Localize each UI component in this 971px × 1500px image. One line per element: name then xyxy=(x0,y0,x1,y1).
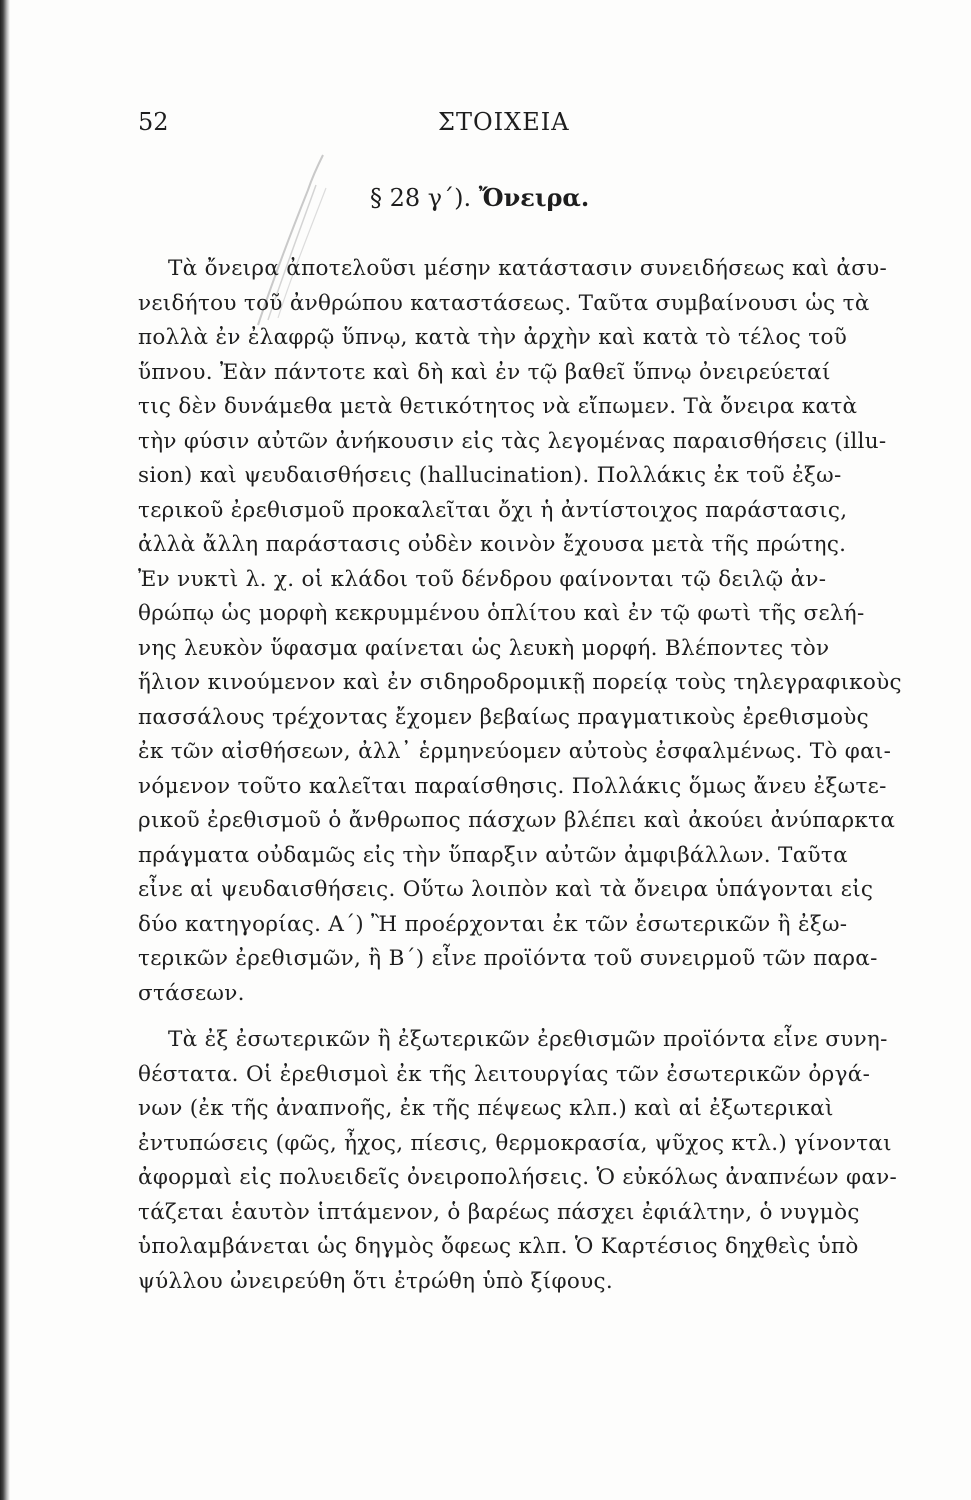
text-line: νων (ἐκ τῆς ἀναπνοῆς, ἐκ τῆς πέψεως κλπ.) καὶ αἱ ἐξωτερικαὶ xyxy=(138,1096,834,1121)
text-line: ἀλλὰ ἄλλη παράστασις οὐδὲν κοινὸν ἔχουσα μετὰ τῆς πρώτης. xyxy=(138,532,847,557)
paragraph xyxy=(138,252,906,1011)
text-line: ὕπνου. Ἐὰν πάντοτε καὶ δὴ καὶ ἐν τῷ βαθεῖ ὕπνῳ ὀνειρεύεταί xyxy=(138,359,831,385)
text-line: τάζεται ἑαυτὸν ἱπτάμενον, ὁ βαρέως πάσχει ἐφιάλτην, ὁ νυγμὸς xyxy=(138,1199,860,1225)
page-number: 52 xyxy=(138,108,169,136)
text-line: ἐντυπώσεις (φῶς, ἦχος, πίεσις, θερμοκρασία, ψῦχος κτλ.) γίνονται xyxy=(138,1130,892,1156)
paragraph xyxy=(138,1023,906,1299)
text-line: τερικοῦ ἐρεθισμοῦ προκαλεῖται ὄχι ἡ ἀντίστοιχος παράστασις, xyxy=(138,497,848,523)
page-header xyxy=(138,108,838,144)
page-edge-shadow xyxy=(0,0,10,1500)
text-line: τὴν φύσιν αὐτῶν ἀνήκουσιν εἰς τὰς λεγομένας παραισθήσεις (illu- xyxy=(138,428,887,454)
running-title: ΣΤΟΙΧΕΙΑ xyxy=(438,108,570,136)
text-line: στάσεων. xyxy=(138,980,245,1006)
text-line: τερικῶν ἐρεθισμῶν, ἢ Β΄) εἶνε προϊόντα τοῦ συνειρμοῦ τῶν παρα- xyxy=(138,946,878,971)
text-line: εἶνε αἱ ψευδαισθήσεις. Οὕτω λοιπὸν καὶ τὰ ὄνειρα ὑπάγονται εἰς xyxy=(138,877,874,902)
text-line: ὑπολαμβάνεται ὡς δηγμὸς ὄφεως κλπ. Ὁ Καρτέσιος δηχθεὶς ὑπὸ xyxy=(138,1234,859,1259)
text-line: δύο κατηγορίας. Α΄) Ἢ προέρχονται ἐκ τῶν ἐσωτερικῶν ἢ ἐξω- xyxy=(138,911,848,937)
text-line: πράγματα οὐδαμῶς εἰς τὴν ὕπαρξιν αὐτῶν ἀμφιβάλλων. Ταῦτα xyxy=(138,842,848,868)
text-line: νόμενον τοῦτο καλεῖται παραίσθησις. Πολλάκις ὅμως ἄνευ ἐξωτε- xyxy=(138,773,887,799)
body-text xyxy=(138,252,906,1299)
text-line: πολλὰ ἐν ἐλαφρῷ ὕπνῳ, κατὰ τὴν ἀρχὴν καὶ κατὰ τὸ τέλος τοῦ xyxy=(138,325,848,350)
text-line: νης λευκὸν ὕφασμα φαίνεται ὡς λευκὴ μορφή. Βλέποντες τὸν xyxy=(138,635,830,661)
text-line: ἀφορμαὶ εἰς πολυειδεῖς ὀνειροπολήσεις. Ὁ εὐκόλως ἀναπνέων φαν- xyxy=(138,1165,898,1190)
section-title: Ὄνειρα. xyxy=(478,183,590,212)
text-line: ἥλιον κινούμενον καὶ ἐν σιδηροδρομικῇ πορείᾳ τοὺς τηλεγραφικοὺς xyxy=(138,670,902,695)
section-heading xyxy=(370,183,589,212)
text-line: Τὰ ὄνειρα ἀποτελοῦσι μέσην κατάστασιν συνειδήσεως καὶ ἀσυ- xyxy=(168,256,888,281)
section-number: § 28 γ΄). xyxy=(370,184,472,212)
text-line: Ἐν νυκτὶ λ. χ. οἱ κλάδοι τοῦ δένδρου φαίνονται τῷ δειλῷ ἀν- xyxy=(138,566,827,592)
text-line: sion) καὶ ψευδαισθήσεις (hallucination). Πολλάκις ἐκ τοῦ ἐξω- xyxy=(138,463,842,488)
text-line: ρικοῦ ἐρεθισμοῦ ὁ ἄνθρωπος πάσχων βλέπει καὶ ἀκούει ἀνύπαρκτα xyxy=(138,808,896,833)
text-line: Τὰ ἐξ ἐσωτερικῶν ἢ ἐξωτερικῶν ἐρεθισμῶν προϊόντα εἶνε συνη- xyxy=(168,1027,888,1052)
text-line: τις δὲν δυνάμεθα μετὰ θετικότητος νὰ εἴπωμεν. Τὰ ὄνειρα κατὰ xyxy=(138,394,858,419)
text-line: νειδήτου τοῦ ἀνθρώπου καταστάσεως. Ταῦτα συμβαίνουσι ὡς τὰ xyxy=(138,290,870,316)
text-line: πασσάλους τρέχοντας ἔχομεν βεβαίως πραγματικοὺς ἐρεθισμοὺς xyxy=(138,704,869,730)
text-line: θρώπῳ ὡς μορφὴ κεκρυμμένου ὁπλίτου καὶ ἐν τῷ φωτὶ τῆς σελή- xyxy=(138,601,865,626)
text-line: ψύλλου ὠνειρεύθη ὅτι ἐτρώθη ὑπὸ ξίφους. xyxy=(138,1268,613,1294)
text-line: ἐκ τῶν αἰσθήσεων, ἀλλ᾽ ἑρμηνεύομεν αὐτοὺς ἐσφαλμένως. Τὸ φαι- xyxy=(138,739,892,764)
text-line: θέστατα. Οἱ ἐρεθισμοὶ ἐκ τῆς λειτουργίας τῶν ἐσωτερικῶν ὀργά- xyxy=(138,1061,871,1087)
paragraph-gap xyxy=(138,1011,906,1023)
